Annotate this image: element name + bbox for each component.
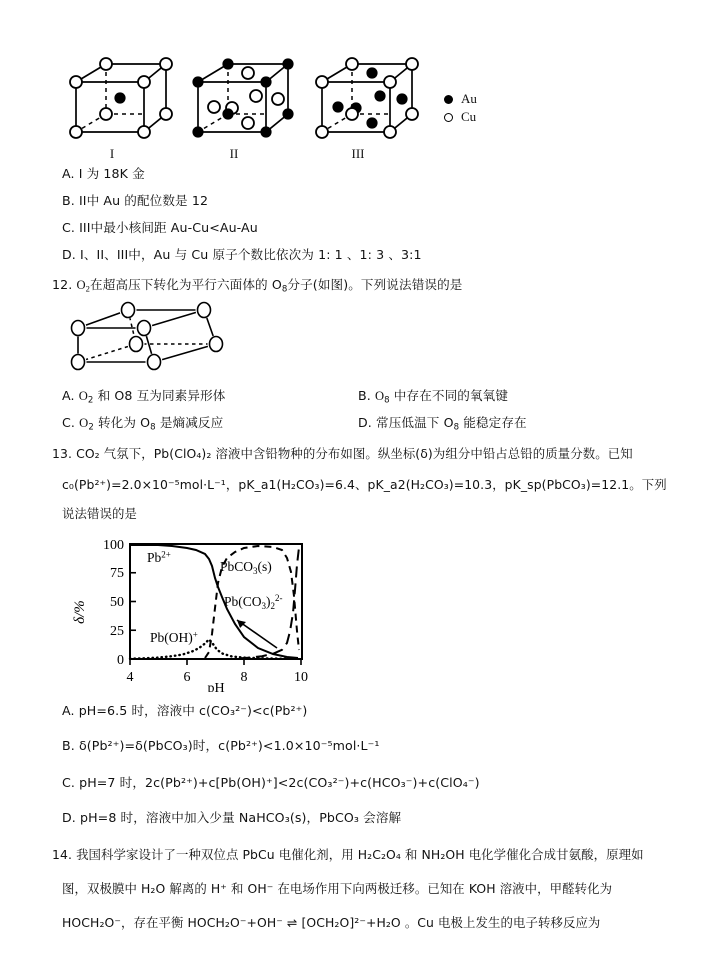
q12-option-c: C. $O_2$ 转化为 $O_8$ 是熵减反应 [62, 415, 224, 433]
legend-label-au: Au [461, 91, 477, 106]
q12-stem-tail: 分子(如图)。下列说法错误的是 [287, 277, 463, 292]
chart-annotation-pboh: Pb(OH)+ [150, 629, 198, 645]
crystal-cell-III [312, 42, 424, 146]
chart-ytick-100: 100 [103, 538, 124, 553]
chart-y-label: δ/% [72, 600, 88, 624]
q13-option-b: B. δ(Pb²⁺)=δ(PbCO₃)时，c(Pb²⁺)<1.0×10⁻⁵mol·L⁻¹ [62, 738, 380, 753]
chart-x-label: pH [207, 681, 225, 692]
q12-number: 12. [52, 277, 73, 292]
q12-stem-mid: 在超高压下转化为平行六面体的 O [90, 277, 282, 292]
filled-circle-icon [440, 95, 456, 104]
q11-option-d: D. I、II、III中，Au 与 Cu 原子个数比依次为 1: 1 、1: 3 、3:1 [62, 247, 422, 262]
crystal-cell-I-caption: I [109, 146, 115, 161]
legend-label-cu: Cu [461, 109, 477, 124]
crystal-legend [440, 90, 477, 126]
q14-number: 14. [52, 847, 73, 862]
q12-stem [52, 277, 462, 295]
q14-line1: 14. 我国科学家设计了一种双位点 PbCu 电催化剂，用 H₂C₂O₄ 和 NH₂OH 电化学催化合成甘氨酸，原理如 [52, 847, 644, 862]
open-circle-icon [440, 113, 456, 122]
chart-annotation-pbco3-complex: $Pb(CO_3)_2^{2-}$ [224, 593, 283, 611]
chart-xtick-10: 10 [294, 670, 308, 685]
crystal-cell-II [188, 42, 300, 146]
q13-option-a: A. pH=6.5 时，溶液中 c(CO₃²⁻)<c(Pb²⁺) [62, 703, 308, 718]
q13-option-d: D. pH=8 时，溶液中加入少量 NaHCO₃(s)，PbCO₃ 会溶解 [62, 810, 402, 825]
q11-option-c: C. III中最小核间距 Au-Cu<Au-Au [62, 220, 258, 235]
chart-xtick-6: 6 [183, 670, 191, 685]
crystal-cell-II-caption: II [229, 146, 239, 161]
legend-item-cu [440, 108, 477, 126]
q11-option-b: B. II中 Au 的配位数是 12 [62, 193, 209, 208]
chart-xtick-4: 4 [126, 670, 134, 685]
q13-stem-line3: 说法错误的是 [62, 506, 137, 521]
q12-option-b: B. $O_8$ 中存在不同的氧氧键 [358, 388, 509, 406]
q12-stem-sub2: 8 [281, 284, 288, 295]
chart-xtick-8: 8 [240, 670, 248, 685]
q14-line2: 图，双极膜中 H₂O 解离的 H⁺ 和 OH⁻ 在电场作用下向两极迁移。已知在 KOH 溶液中，甲醛转化为 [62, 881, 613, 896]
crystal-cell-III-caption: III [351, 146, 365, 161]
crystal-cell-I [66, 42, 178, 146]
chart-annotation-pb2plus: $Pb^{2+}$ [147, 549, 171, 565]
q14-line3: HOCH₂O⁻，存在平衡 HOCH₂O⁻+OH⁻ ⇌ [OCH₂O]²⁻+H₂O 。Cu 电极上发生的电子转移反应为 [62, 915, 601, 930]
q13-option-c: C. pH=7 时，2c(Pb²⁺)+c[Pb(OH)⁺]<2c(CO₃²⁻)+c(HCO₃⁻)+c(ClO₄⁻) [62, 775, 480, 790]
chart-ytick-50: 50 [110, 595, 124, 610]
legend-item-au [440, 90, 477, 108]
chart-annotation-pbco3s: PbCO$_3$(s) [220, 559, 272, 576]
q13-stem-line2: c₀(Pb²⁺)=2.0×10⁻⁵mol·L⁻¹，pK_a1(H₂CO₃)=6.4、pK_a2(H₂CO₃)=10.3，pK_sp(PbCO₃)=12.1。下列 [62, 477, 667, 492]
chart-ytick-25: 25 [110, 624, 124, 639]
q13-number: 13. [52, 446, 73, 461]
chart-ytick-0: 0 [117, 653, 124, 668]
q11-option-a: A. I 为 18K 金 [62, 166, 145, 181]
pb-species-distribution-chart [72, 524, 322, 697]
q13-stem-line1: 13. CO₂ 气氛下，Pb(ClO₄)₂ 溶液中含铅物种的分布如图。纵坐标(δ)为组分中铅占总铅的质量分数。已知 [52, 446, 633, 461]
o8-molecule-diagram [56, 300, 256, 385]
q12-stem-o2: $O_2$ [76, 278, 91, 294]
chart-ytick-75: 75 [110, 566, 124, 581]
q12-option-a: A. $O_2$ 和 O8 互为同素异形体 [62, 388, 226, 406]
q12-option-d: D. 常压低温下 $O_8$ 能稳定存在 [358, 415, 527, 433]
